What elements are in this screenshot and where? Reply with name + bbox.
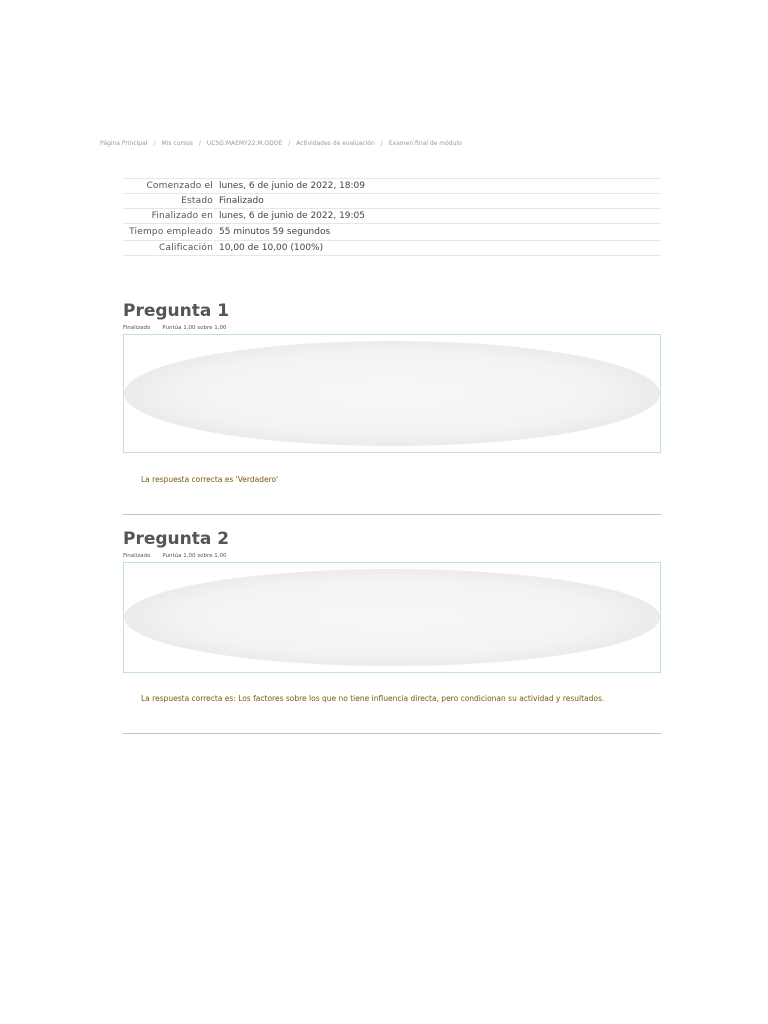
summary-row-state xyxy=(123,194,661,209)
question-info xyxy=(123,553,661,559)
summary-value: lunes, 6 de junio de 2022, 19:05 xyxy=(219,211,366,221)
blurred-question-content xyxy=(124,341,660,446)
breadcrumb-exam-link[interactable]: Examen final de módulo xyxy=(388,140,462,147)
summary-row-time-taken xyxy=(123,224,661,241)
breadcrumb-separator: / xyxy=(380,140,383,147)
question-content-box xyxy=(123,562,661,673)
question-status: Finalizado xyxy=(123,553,151,559)
question-content-box xyxy=(123,334,661,453)
summary-label: Calificación xyxy=(159,243,213,253)
question-info xyxy=(123,325,661,331)
summary-row-started xyxy=(123,179,661,194)
question-title: Pregunta 2 xyxy=(123,529,230,549)
summary-label: Comenzado el xyxy=(146,181,213,191)
breadcrumb-my-courses-link[interactable]: Mis cursos xyxy=(161,140,193,147)
summary-value: lunes, 6 de junio de 2022, 18:09 xyxy=(219,181,366,191)
breadcrumb-activities-link[interactable]: Actividades de evaluación xyxy=(296,140,375,147)
summary-label: Estado xyxy=(181,196,213,206)
breadcrumb-separator: / xyxy=(198,140,201,147)
summary-row-finished xyxy=(123,209,661,224)
question-divider xyxy=(123,514,661,515)
summary-value: 10,00 de 10,00 (100%) xyxy=(219,243,324,253)
question-score: Puntúa 1,00 sobre 1,00 xyxy=(162,553,227,559)
question-score: Puntúa 1,00 sobre 1,00 xyxy=(162,325,227,331)
question-2 xyxy=(123,528,661,734)
summary-label: Finalizado en xyxy=(151,211,213,221)
breadcrumb-separator: / xyxy=(288,140,291,147)
summary-row-grade xyxy=(123,241,661,256)
correct-answer-feedback: La respuesta correcta es: Los factores sobre los que no tiene influencia directa, pero condicionan su actividad y resultados. xyxy=(141,694,605,703)
attempt-summary-table xyxy=(123,178,661,256)
breadcrumb-home-link[interactable]: Página Principal xyxy=(100,140,148,147)
breadcrumb-separator: / xyxy=(153,140,156,147)
question-divider xyxy=(123,733,661,734)
blurred-question-content xyxy=(124,569,660,666)
question-status: Finalizado xyxy=(123,325,151,331)
summary-label: Tiempo empleado xyxy=(129,227,213,237)
breadcrumb xyxy=(100,140,462,147)
summary-value: 55 minutos 59 segundos xyxy=(219,227,331,237)
breadcrumb-course-link[interactable]: UCSG.MAEMY22.M.ODOE xyxy=(206,140,283,147)
question-title: Pregunta 1 xyxy=(123,301,230,321)
question-1 xyxy=(123,300,661,515)
summary-value: Finalizado xyxy=(219,196,264,206)
correct-answer-feedback: La respuesta correcta es 'Verdadero' xyxy=(141,475,279,484)
